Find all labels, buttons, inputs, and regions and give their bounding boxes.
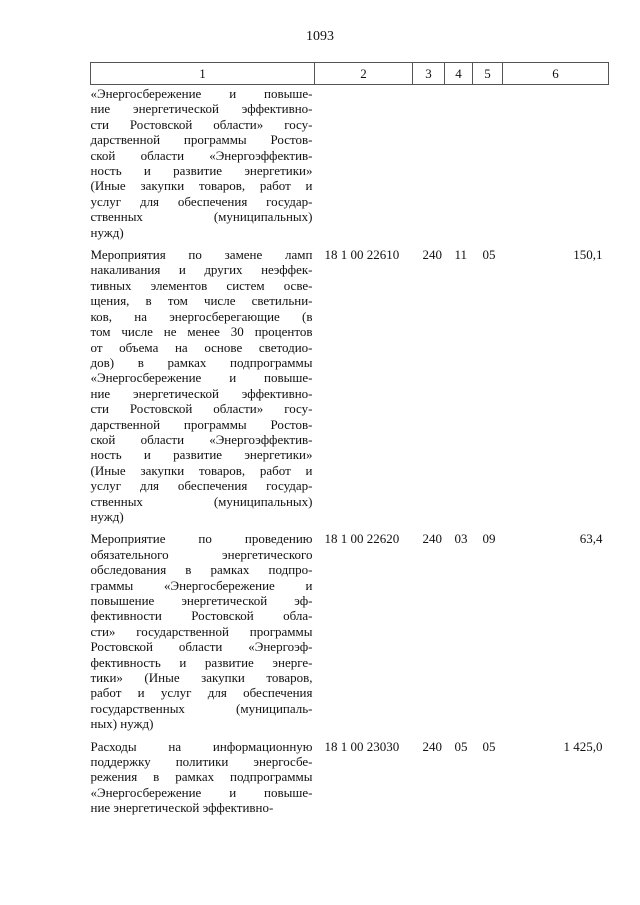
column-header: 5 bbox=[473, 63, 503, 85]
description-line: Расходы на информационную bbox=[90, 738, 313, 754]
subsection-code: 05 bbox=[482, 738, 496, 754]
table-row bbox=[91, 524, 609, 731]
page-number: 1093 bbox=[306, 29, 334, 44]
column-header: 4 bbox=[445, 63, 473, 85]
amount: 150,1 bbox=[573, 247, 603, 263]
subsection-code: 09 bbox=[482, 531, 496, 547]
description-line: услуг для обеспечения государ- bbox=[90, 193, 313, 209]
description-line: сти Ростовской области» госу- bbox=[90, 116, 313, 132]
description-line: сти Ростовской области» госу- bbox=[90, 401, 313, 417]
row-description bbox=[91, 85, 315, 241]
description-line: ние энергетической эффективно- bbox=[90, 101, 313, 117]
description-line: обязательного энергетического bbox=[90, 546, 313, 562]
description-line: повышение энергетической эф- bbox=[90, 593, 313, 608]
description-line: дов) в рамках подпрограммы bbox=[90, 354, 313, 370]
description-line: ской области «Энергоэффектив- bbox=[90, 147, 313, 163]
column-header: 6 bbox=[503, 63, 609, 85]
description-line: «Энергосбережение и повыше- bbox=[90, 370, 313, 386]
description-line: ние энергетической эффективно- bbox=[90, 385, 313, 401]
description-line: (Иные закупки товаров, работ и bbox=[90, 462, 313, 478]
amount bbox=[503, 85, 609, 241]
target-code bbox=[315, 85, 413, 241]
description-line: «Энергосбережение и повыше- bbox=[90, 784, 313, 800]
target-code: 18 1 00 23030 bbox=[324, 738, 400, 754]
description-line: дарственной программы Ростов- bbox=[90, 416, 313, 432]
budget-table bbox=[90, 62, 608, 816]
description-line: граммы «Энергосбережение и bbox=[90, 577, 313, 593]
description-line: ние энергетической эффективно- bbox=[90, 800, 274, 816]
target-code: 18 1 00 22610 bbox=[324, 247, 400, 263]
description-line: ных) нужд) bbox=[90, 716, 154, 732]
description-line: ков, на энергосберегающие (в bbox=[90, 308, 313, 324]
description-line: услуг для обеспечения государ- bbox=[90, 478, 313, 494]
description-line: (Иные закупки товаров, работ и bbox=[90, 178, 313, 194]
description-line: ность и развитие энергетики» bbox=[90, 447, 313, 463]
section-code: 03 bbox=[454, 531, 468, 547]
column-header: 1 bbox=[91, 63, 315, 85]
section-code: 11 bbox=[454, 247, 468, 263]
section-code bbox=[445, 85, 473, 241]
subsection-code: 05 bbox=[482, 247, 496, 263]
description-line: тивных элементов систем осве- bbox=[90, 277, 313, 293]
description-line: обследования в рамках подпро- bbox=[90, 562, 313, 578]
table-row bbox=[91, 732, 609, 816]
row-description bbox=[91, 524, 315, 731]
description-line: Мероприятие по проведению bbox=[90, 531, 313, 547]
row-description bbox=[91, 732, 315, 816]
description-line: фективность и развитие энерге- bbox=[90, 654, 313, 670]
expense-type: 240 bbox=[422, 531, 442, 547]
description-line: ственных (муниципальных) bbox=[90, 209, 313, 225]
description-line: поддержку политики энергосбе- bbox=[90, 754, 313, 770]
table-row bbox=[91, 85, 609, 241]
expense-type: 240 bbox=[422, 247, 442, 263]
target-code: 18 1 00 22620 bbox=[324, 531, 400, 547]
table-row bbox=[91, 240, 609, 524]
expense-type: 240 bbox=[422, 738, 442, 754]
description-line: дарственной программы Ростов- bbox=[90, 132, 313, 148]
amount: 63,4 bbox=[579, 531, 603, 547]
description-line: накаливания и других неэффек- bbox=[90, 262, 313, 278]
description-line: «Энергосбережение и повыше- bbox=[90, 86, 313, 101]
description-line: нужд) bbox=[90, 508, 124, 524]
description-line: работ и услуг для обеспечения bbox=[90, 685, 313, 701]
description-line: том числе не менее 30 процентов bbox=[90, 324, 313, 340]
description-line: государственных (муниципаль- bbox=[90, 700, 313, 716]
description-line: от объема на основе светодио- bbox=[90, 339, 313, 355]
description-line: Ростовской области «Энергоэф- bbox=[90, 639, 313, 655]
description-line: режения в рамках подпрограммы bbox=[90, 769, 313, 785]
description-line: ность и развитие энергетики» bbox=[90, 163, 313, 179]
amount: 1 425,0 bbox=[563, 738, 603, 754]
column-header: 3 bbox=[413, 63, 445, 85]
description-line: фективности Ростовской обла- bbox=[90, 608, 313, 624]
row-description bbox=[91, 240, 315, 524]
expense-type bbox=[413, 85, 445, 241]
column-header: 2 bbox=[315, 63, 413, 85]
description-line: ственных (муниципальных) bbox=[90, 493, 313, 509]
table-header-row bbox=[91, 63, 609, 85]
subsection-code bbox=[473, 85, 503, 241]
description-line: тики» (Иные закупки товаров, bbox=[90, 670, 313, 686]
description-line: щения, в том числе светильни- bbox=[90, 293, 313, 309]
description-line: Мероприятия по замене ламп bbox=[90, 247, 313, 263]
description-line: сти» государственной программы bbox=[90, 623, 313, 639]
section-code: 05 bbox=[454, 738, 468, 754]
description-line: нужд) bbox=[90, 224, 124, 240]
description-line: ской области «Энергоэффектив- bbox=[90, 431, 313, 447]
